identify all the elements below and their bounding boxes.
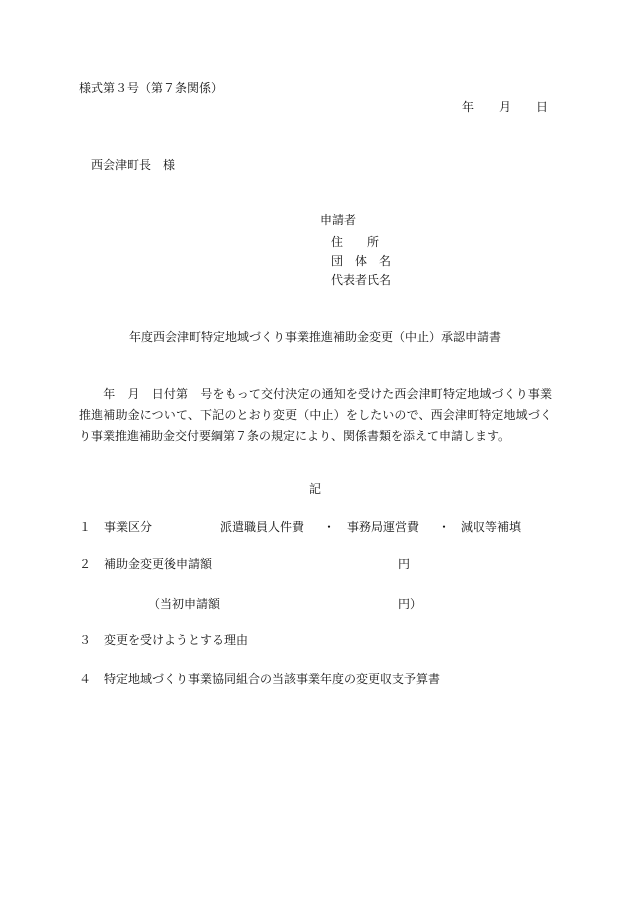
category-option-office: 事務局運営費 bbox=[347, 520, 420, 534]
category-option-staff: 派遣職員人件費 bbox=[220, 520, 305, 534]
applicant-organization-label: 団 体 名 bbox=[331, 254, 392, 268]
category-separator: ・ bbox=[323, 520, 336, 534]
item-2-number: ２ bbox=[79, 557, 92, 571]
applicant-representative-label: 代表者氏名 bbox=[331, 273, 392, 287]
item-2-label: 補助金変更後申請額 bbox=[104, 557, 213, 571]
item-1-number: １ bbox=[79, 520, 92, 534]
date-day: 日 bbox=[536, 100, 549, 114]
date-line bbox=[462, 101, 548, 113]
form-number: 様式第３号（第７条関係） bbox=[79, 81, 224, 95]
document-title: 年度西会津町特定地域づくり事業推進補助金変更（中止）承認申請書 bbox=[128, 330, 501, 344]
date-year: 年 bbox=[462, 100, 475, 114]
item-4-number: ４ bbox=[79, 672, 92, 686]
category-separator: ・ bbox=[438, 520, 451, 534]
category-option-compensation: 減収等補填 bbox=[461, 520, 522, 534]
amount-after-yen: 円 bbox=[398, 557, 411, 571]
applicant-address-label: 住 所 bbox=[331, 235, 380, 249]
item-1-label: 事業区分 bbox=[104, 520, 153, 534]
item-3-label: 変更を受けようとする理由 bbox=[104, 633, 249, 647]
applicant-label: 申請者 bbox=[320, 213, 357, 227]
addressee: 西会津町長 様 bbox=[91, 158, 176, 172]
date-month: 月 bbox=[499, 100, 512, 114]
initial-amount-label: （当初申請額 bbox=[148, 597, 221, 611]
body-paragraph: 年 月 日付第 号をもって交付決定の通知を受けた西会津町特定地域づくり事業推進補助金について、下記のとおり変更（中止）をしたいので、西会津町特定地域づくり事業推進補助金交付要綱第７条の規定により、関係書類を添えて申請します。 bbox=[79, 387, 552, 443]
item-3-number: ３ bbox=[79, 633, 92, 647]
item-4-label: 特定地域づくり事業協同組合の当該事業年度の変更収支予算書 bbox=[104, 672, 441, 686]
ki-heading: 記 bbox=[308, 482, 321, 496]
amount-initial-yen: 円） bbox=[398, 597, 423, 611]
